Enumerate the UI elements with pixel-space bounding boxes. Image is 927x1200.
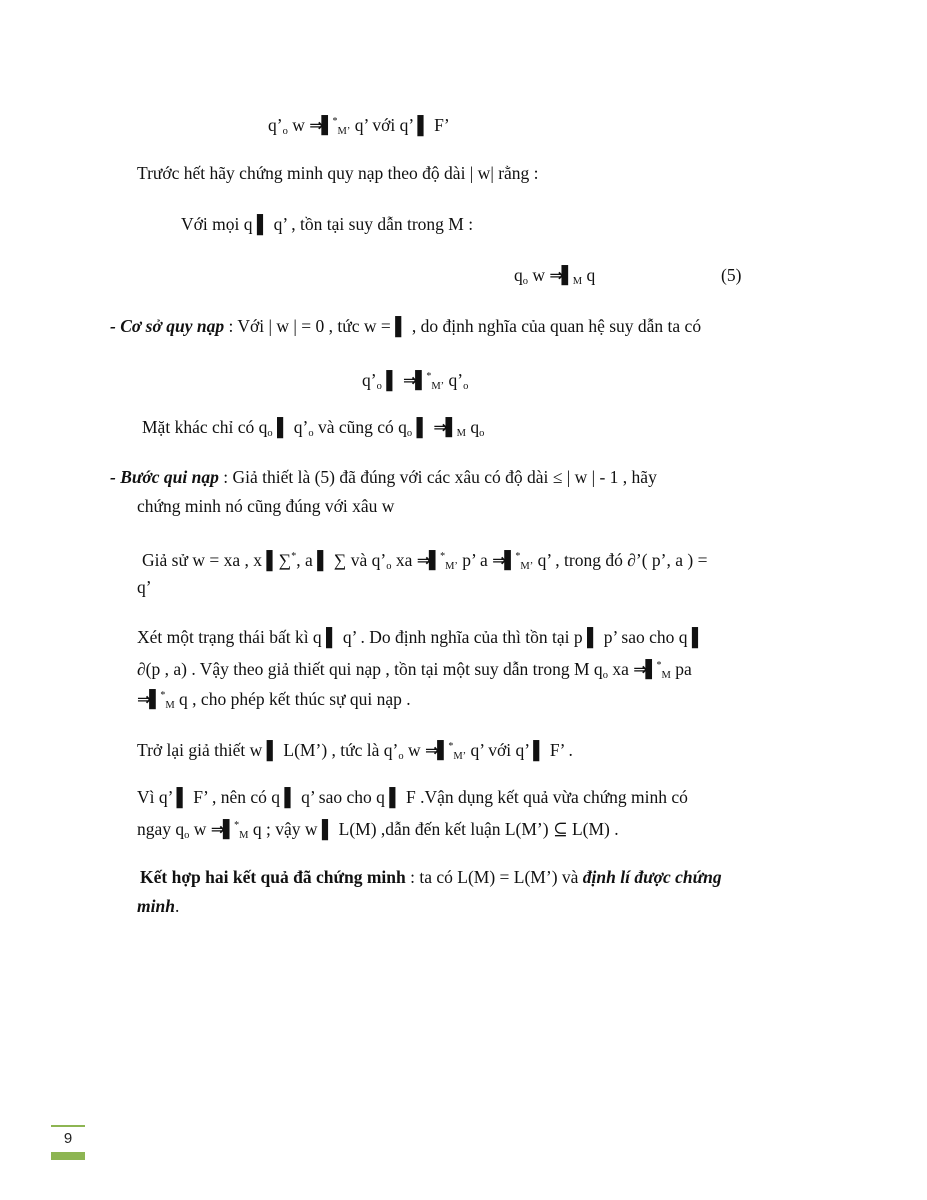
subscript: M’ [431,381,445,392]
text: xa [391,550,417,570]
text: q [466,417,480,437]
paragraph-line-14 [137,685,411,717]
footer-accent-bar [51,1152,85,1160]
section-label: - Cơ sở quy nạp [110,316,225,336]
text: và cũng có q [313,417,407,437]
text: p’ a [457,550,493,570]
subscript: o [406,428,413,439]
subscript: o [386,561,392,572]
text: Giả sử w = xa , x ▌∑ [142,550,292,570]
formula-line-1 [268,111,450,143]
text: q ; vậy w ▌ L(M) ,dẫn đến kết luận L(M’) ⊆ L(M) . [248,819,619,839]
superscript: * [291,551,297,562]
emphasis-text: minh [137,896,175,916]
subscript: M [661,670,671,681]
emphasis-text: định lí được chứng [582,867,722,887]
paragraph-line-17 [137,815,619,847]
base-case-line [110,315,701,337]
derives-arrow-icon: ⇒▌ [433,418,457,438]
text: pa [670,659,692,679]
text: q’ [444,370,464,390]
text: Trở lại giả thiết w ▌ L(M’) , tức là q’ [137,740,399,760]
text: q , cho phép kết thúc sự qui nạp . [174,689,411,709]
paragraph-line-11: q’ [137,577,152,597]
derives-arrow-icon: ⇒▌ [402,371,427,391]
derives-arrow-icon: ⇒▌ [492,551,516,571]
subscript: M [165,700,175,711]
text: q’ với q’ ▌ F’ [350,115,450,135]
derives-arrow-icon: ⇒▌ [549,266,573,286]
footer-rule [51,1125,85,1127]
subscript: M [239,830,249,841]
superscript: * [440,551,446,562]
text: w [287,115,310,135]
superscript: * [160,690,166,701]
text: q’ [268,115,283,135]
subscript: M’ [520,561,534,572]
text: xa [607,659,634,679]
equation-number: (5) [721,265,742,285]
inductive-step-line [110,466,657,488]
page-number: 9 [63,1130,73,1147]
derives-arrow-icon: ⇒▌ [633,660,657,680]
text: ▌ [381,370,403,390]
section-label: - Bước qui nạp [110,467,219,487]
subscript: M [572,276,583,287]
superscript: * [426,371,432,382]
paragraph-line-2: Trước hết hãy chứng minh quy nạp theo độ dài | w| rằng : [137,163,539,183]
paragraph-line-16: Vì q’ ▌ F’ , nên có q ▌ q’ sao cho q ▌ F .Vận dụng kết quả vừa chứng minh có [137,787,688,807]
subscript: o [267,428,273,439]
text: q [514,265,523,285]
conclusion-label: Kết hợp hai kết quả đã chứng minh [140,867,406,887]
subscript: o [522,276,528,287]
subscript: o [398,751,404,762]
paragraph-line-10 [142,546,707,578]
subscript: o [376,381,382,392]
text: ngay q [137,819,185,839]
subscript: M [456,428,466,439]
paragraph-line-3: Với mọi q ▌ q’ , tồn tại suy dẫn trong M : [181,214,474,234]
subscript: o [282,126,288,137]
text: ▌ [412,417,434,437]
text: : Giả thiết là (5) đã đúng với các xâu có độ dài ≤ | w | - 1 , hãy [218,467,657,487]
paragraph-line-7 [142,416,484,445]
paragraph-line-9: chứng minh nó cũng đúng với xâu w [137,496,395,516]
text: w [403,740,425,760]
derives-arrow-icon: ⇒▌ [309,116,333,136]
text: ▌ q’ [272,417,309,437]
paragraph-line-13 [137,655,692,687]
paragraph-line-12: Xét một trạng thái bất kì q ▌ q’ . Do định nghĩa của thì tồn tại p ▌ p’ sao cho q ▌ [137,627,705,647]
conclusion-line-2 [137,895,179,917]
paragraph-line-15 [137,736,573,768]
subscript: M’ [453,751,467,762]
derives-arrow-icon: ⇒▌ [137,690,161,710]
text: : ta có L(M) = L(M’) và [405,867,583,887]
subscript: o [463,381,469,392]
formula-line-4 [514,264,595,293]
text: . [174,896,180,916]
superscript: * [515,551,521,562]
subscript: o [308,428,314,439]
text: , a ▌ ∑ và q’ [296,550,387,570]
formula-line-6 [362,366,468,398]
conclusion-line [140,866,722,888]
subscript: M’ [337,126,351,137]
superscript: * [656,660,662,671]
subscript: o [479,428,485,439]
superscript: * [332,116,338,127]
subscript: o [602,670,608,681]
text: ∂(p , a) . Vậy theo giả thiết qui nạp , tồn tại một suy dẫn trong M q [137,659,603,679]
text: q’ [362,370,377,390]
subscript: M’ [445,561,458,572]
derives-arrow-icon: ⇒▌ [210,820,235,840]
text: q [582,265,596,285]
derives-arrow-icon: ⇒▌ [416,551,441,571]
text: w [189,819,211,839]
text: Mặt khác chỉ có q [142,417,268,437]
text: w [528,265,550,285]
text: q’ với q’ ▌ F’ . [466,740,573,760]
subscript: o [184,830,190,841]
derives-arrow-icon: ⇒▌ [425,741,449,761]
text: q’ , trong đó ∂’( p’, a ) = [533,550,708,570]
superscript: * [234,820,240,831]
text: : Với | w | = 0 , tức w = ▌ , do định nghĩa của quan hệ suy dẫn ta có [224,316,702,336]
superscript: * [448,741,454,752]
